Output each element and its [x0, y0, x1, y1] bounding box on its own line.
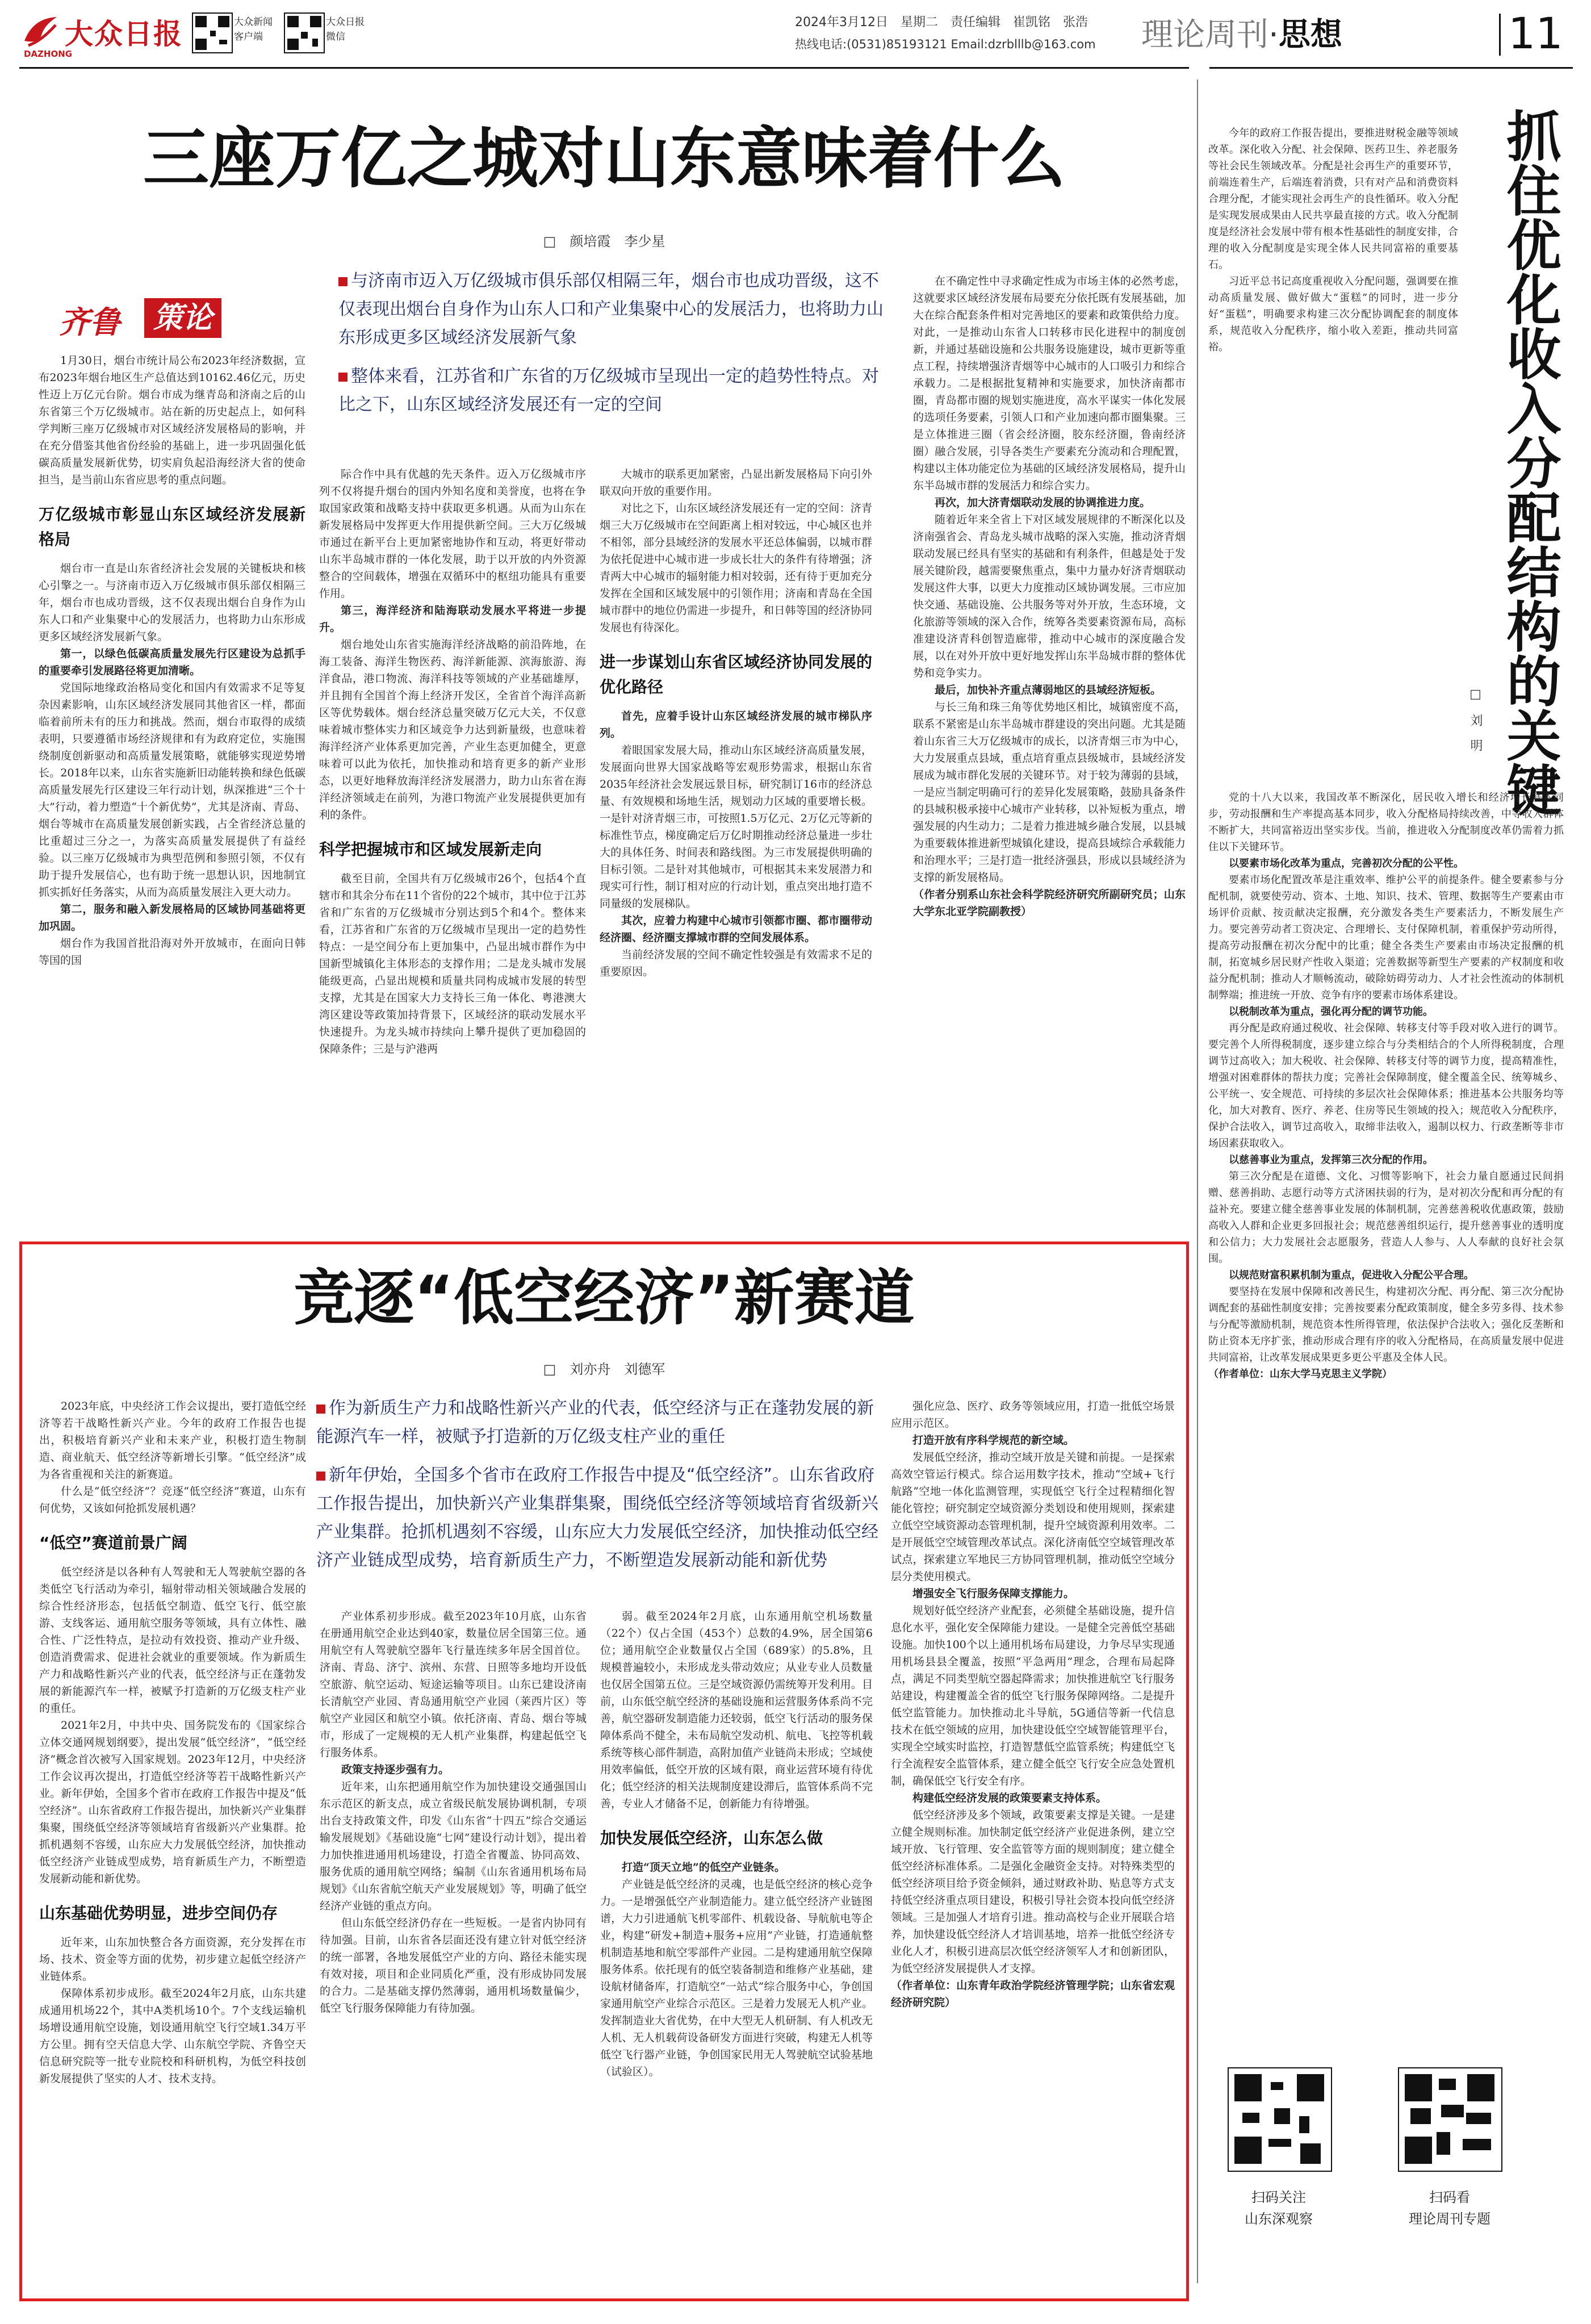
author-note: （作者分别系山东社会科学院经济研究所副研究员；山东大学东北亚学院副教授） [913, 888, 1186, 918]
body-paragraph: 要坚持在发展中保障和改善民生，构建初次分配、再分配、第三次分配协调配套的基础性制度安排；完善按要素分配政策制度，健全多劳多得、技术参与分配等激励机制，规范资本性所得管理，依法保护合法收入；强化反垄断和防止资本无序扩张，推动形成合理有序的收入分配格局，在高质量发展中促进共同富裕，让改革发展成果更多更公平惠及全体人民。 [1208, 1286, 1564, 1364]
newspaper-logo [22, 10, 192, 58]
body-paragraph: 第一，以绿色低碳高质量发展先行区建设为总抓手的重要牵引发展路径将更加清晰。 [39, 647, 305, 677]
body-paragraph: 2023年底，中央经济工作会议提出，要打造低空经济等若干战略性新兴产业。今年的政府工作报告也提出，积极培育新兴产业和未来产业，积极打造生物制造、商业航天、低空经济等新增长引擎。“低空经济”成为各省重视和关注的新赛道。 [39, 1400, 306, 1481]
article-1-col-4 [913, 273, 1186, 1230]
body-paragraph: 习近平总书记高度重视收入分配问题，强调要在推动高质量发展、做好做大“蛋糕”的同时，进一步分好“蛋糕”，明确要求构建三次分配协调配套的制度体系，规范收入分配秩序，缩小收入差距，推动共同富裕。 [1208, 275, 1458, 353]
body-paragraph: 着眼国家发展大局，推动山东区域经济高质量发展，发展面向世界大国家战略等宏观形势需求，根据山东省2035年经济社会发展远景目标，研究制订16市的经济总量、有效规模和场地生活，规划动力区域的重要增长极。一是针对济青烟三市，可按照1.5万亿元、2万亿元等新的标准性节点，梯度确定后万亿时期推动经济总量进一步壮大的具体任务、时间表和路线图。为三市发展提供明确的目标引领。二是针对其他城市，可根据其未来发展潜力和现实可行性，制订相对应的行动计划，重点突出地打造不同量级的发展梯队。 [600, 744, 872, 910]
body-paragraph: 再次，加大济青烟联动发展的协调推进力度。 [935, 496, 1151, 509]
body-paragraph: 最后，加快补齐重点薄弱地区的县域经济短板。 [935, 684, 1162, 696]
page-number: 11 [1508, 8, 1563, 58]
body-paragraph: 政策支持逐步强有力。 [341, 1763, 450, 1776]
body-paragraph: 烟台地处山东省实施海洋经济战略的前沿阵地，在海工装备、海洋生物医药、海洋新能源、滨海旅游、海洋食品，港口物流、海洋科技等领域的产业基础雄厚，并且拥有全国首个海上经济开发区，全省首个海洋高新区等优势载体。烟台经济总量突破万亿元大关，不仅意味着城市整体实力和区域竞争力达到新量级，也意味着海洋经济产业体系更加完善，产业生态更加健全，更意味着可以此为依托，加快推动和培育更多的新产业形态，以更好地释放海洋经济发展潜力，助力山东省在海洋经济领域走在前列，为港口物流产业发展提供更加有利的条件。 [319, 638, 586, 821]
bullet-square-icon [316, 1405, 325, 1414]
section-heading: 进一步谋划山东省区域经济协同发展的优化路径 [600, 653, 872, 696]
body-paragraph: 构建低空经济发展的政策要素支持体系。 [912, 1792, 1107, 1804]
article-1-summary [338, 267, 895, 454]
body-paragraph: 但山东低空经济仍存在一些短板。一是省内协同有待加强。目前，山东省各层面还没有建立针对低空经济的统一部署，各地发展低空产业的方向、路径未能实现有效对接，项目和企业同质化严重，没有形成协同发展的合力。二是基础支撑仍然薄弱，通用机场数量偏少，低空飞行服务保障能力有待加强。 [320, 1917, 587, 2014]
masthead-rule-right [1209, 67, 1573, 69]
section-title [1141, 12, 1342, 58]
article-1-col-1 [39, 352, 305, 1230]
summary-para-1: 作为新质生产力和战略性新兴产业的代表，低空经济与正在蓬勃发展的新能源汽车一样，被赋予打造新的万亿级支柱产业的重任 [316, 1398, 874, 1447]
body-paragraph: 2021年2月，中共中央、国务院发布的《国家综合立体交通网规划纲要》，提出发展“低空经济”，“低空经济”概念首次被写入国家规划。2023年12月，中央经济工作会议再次提出，打造低空经济等若干战略性新兴产业。新年伊始，全国多个省市在政府工作报告中提及“低空经济”。山东省政府工作报告提出，加快新兴产业集群集聚，围绕低空经济等领域培育省级新兴产业集群。抢抓机遇刻不容缓，山东应大力发展低空经济，加快推动低空经济产业链成型成势，培育新质生产力，不断塑造发展新动能和新优势。 [39, 1719, 306, 1885]
article-1-authors: □ 颜培霞 李少星 [543, 233, 665, 249]
body-paragraph: 第三，海洋经济和陆海联动发展水平将进一步提升。 [319, 604, 586, 634]
body-paragraph: 要素市场化配置改革是注重效率、维护公平的前提条件。健全要素参与分配机制，就要使劳动、资本、土地、知识、技术、管理、数据等生产要素由市场评价贡献、按贡献决定报酬，充分激发各类生产要素活力，不断发展生产力。要完善劳动者工资决定、合理增长、支付保障机制，着重保护劳动所得，提高劳动报酬在初次分配中的比重；健全各类生产要素由市场决定报酬的机制，拓宽城乡居民财产性收入渠道；完善数据等新型生产要素的产权制度和收益分配机制；推动人才顺畅流动，破除妨碍劳动力、人才社会性流动的体制机制弊端；推进统一开放、竞争有序的要素市场体系建设。 [1208, 874, 1564, 1001]
column-tag-a: 齐鲁 [59, 304, 120, 340]
article-2-title: 竞逐“低空经济”新赛道 [294, 1263, 915, 1333]
column-tag-b: 策论 [144, 298, 221, 338]
right-column-rule [1197, 80, 1198, 2283]
summary-para-2: 整体来看，江苏省和广东省的万亿级城市呈现出一定的趋势性特点。对比之下，山东区域经济发展还有一定的空间 [338, 366, 879, 415]
body-paragraph: 今年的政府工作报告提出，要推进财税金融等领域改革。深化收入分配、社会保障、医药卫生、养老服务等社会民生领域改革。分配是社会再生产的重要环节，前端连着生产，后端连着消费，只有对产品和消费资料合理分配，才能实现社会再生产的良性循环。收入分配是实现发展成果由人民共享最直接的方式。收入分配制度是经济社会发展中带有根本性基础性的制度安排，合理的收入分配制度是实现全体人民共同富裕的重要基石。 [1208, 127, 1458, 271]
body-paragraph: 随着近年来全省上下对区域发展规律的不断深化以及济南强省会、青岛龙头城市战略的深入实施，推动济青烟联动发展已经具有坚实的基础和有利条件，但越是处于发展关键阶段，越需要聚焦重点，集中力量办好济青烟联动发展这件大事，以更大力度推动区域协调发展。三市应加快交通、基础设施、公共服务等对外开放，生态环境，文化旅游等领域的深入合作，统筹各类要素资源布局，高标准建设济青科创智造廊带，推动中心城市的深度融合发展，以在对外开放中更好地发挥山东半岛城市群的整体优势和竞争实力。 [913, 513, 1186, 679]
logo-text: 大众日报 [65, 17, 183, 51]
body-paragraph: 党的十八大以来，我国改革不断深化，居民收入增长和经济增长基本同步，劳动报酬和生产率提高基本同步，收入分配格局持续改善，中等收入群体不断扩大，共同富裕迈出坚实步伐。当前，推进收入分配制度改革仍需着力抓住以下关键环节。 [1208, 792, 1564, 853]
section-separator: · [1268, 16, 1279, 53]
summary-para-1: 与济南市迈入万亿级城市俱乐部仅相隔三年，烟台市也成功晋级，这不仅表现出烟台自身作为山东人口和产业集聚中心的发展活力，也将助力山东形成更多区域经济发展新气象 [338, 271, 884, 348]
masthead [0, 0, 1591, 68]
article-1-title: 三座万亿之城对山东意味着什么 [143, 120, 1065, 197]
body-paragraph: 当前经济发展的空间不确定性较强是有效需求不足的重要原因。 [600, 948, 872, 978]
column-tag [59, 298, 275, 339]
body-paragraph: 产业体系初步形成。截至2023年10月底，山东省在册通用航空企业达到40家，数量位居全国第三位。通用航空有人驾驶航空器年飞行量连续多年居全国首位。济南、青岛、济宁、滨州、东营、日照等多地均开设低空旅游、航空运动、短途运输等项目。山东已建设济南长清航空产业园、青岛通用航空产业园（莱西片区）等航空产业园区和航空小镇。依托济南、青岛、烟台等城市，形成了一定规模的无人机产业集群，构建起低空飞行服务体系。 [320, 1610, 587, 1759]
body-paragraph: 打造开放有序科学规范的新空域。 [912, 1434, 1075, 1447]
body-paragraph: 低空经济涉及多个领域，政策要素支撑是关键。一是建立健全规则标准。加快制定低空经济产业促进条例，建立空域开放、飞行管理、安全监管等方面的规则制度；建立健全低空经济标准体系。二是强化金融资金支持。对特殊类型的低空经济项目给予资金倾斜，通过财政补助、贴息等方式支持低空经济重点项目建设，积极引导社会资本投向低空经济领域。三是加强人才培育引进。推动高校与企业开展联合培养，加快建设低空经济人才培训基地，培养一批低空经济专业化人才，积极引进高层次低空经济领军人才和创新团队，为低空经济发展提供人才支撑。 [891, 1809, 1175, 1975]
body-paragraph: 烟台市一直是山东省经济社会发展的关键板块和核心引擎之一。与济南市迈入万亿级城市俱乐部仅相隔三年，烟台市也成功晋级，这不仅表现出烟台自身作为山东人口和产业集聚中心的发展活力，也将助力山东形成更多区域经济发展新气象。 [39, 562, 305, 643]
client-qr-label: 大众新闻 客户端 [234, 16, 273, 43]
logo-emblem-icon [22, 12, 61, 52]
section-heading: 科学把握城市和区域发展新走向 [319, 840, 542, 859]
section-heading: 万亿级城市彰显山东区域经济发展新格局 [39, 505, 305, 549]
section-heading: 加快发展低空经济，山东怎么做 [600, 1829, 823, 1848]
body-paragraph: 第三次分配是在道德、文化、习惯等影响下，社会力量自愿通过民间捐赠、慈善捐助、志愿行动等方式济困扶弱的行为，是对初次分配和再分配的有益补充。要建立健全慈善事业发展的体制机制，完善慈善税收优惠政策，鼓励高收入人群和企业更多回报社会；规范慈善组织运行，提升慈善事业的透明度和公信力；大力发展社会志愿服务，营造人人参与、人人奉献的良好社会氛围。 [1208, 1171, 1564, 1265]
bullet-square-icon [338, 277, 347, 286]
body-paragraph: 再分配是政府通过税收、社会保障、转移支付等手段对收入进行的调节。要完善个人所得税制度，逐步建立综合与分类相结合的个人所得税制度，合理调节过高收入；加大税收、社会保障、转移支付等的调节力度，提高精准性，增强对困难群体的帮扶力度；完善社会保障制度，健全覆盖全民、统筹城乡、公平统一、安全规范、可持续的多层次社会保障体系；推进基本公共服务均等化，加大对教育、医疗、养老、住房等民生领域的投入；规范收入分配秩序，保护合法收入，调节过高收入，取缔非法收入，遏制以权力、行政垄断等非市场因素获取收入。 [1208, 1022, 1564, 1150]
date-editor-line: 2024年3月12日 星期二 责任编辑 崔凯铭 张浩 [795, 15, 1088, 30]
section-name: 理论周刊 [1141, 16, 1268, 53]
article-2-summary [316, 1394, 884, 1599]
section-topic: 思想 [1278, 16, 1342, 53]
client-qr-code[interactable] [192, 12, 233, 53]
article-2-col-3 [600, 1608, 873, 2295]
body-paragraph: 弱。截至2024年2月底，山东通用航空机场数量（22个）仅占全国（453个）总数的4.9%，居全国第6位；通用航空企业数量仅占全国（689家）的5.8%，且规模普遍较小，未形成龙头带动效应；从业专业人员数量也仅居全国第五位。三是空域资源仍需统筹开发利用。目前，山东低空航空经济的基础设施和运营服务体系尚不完善，航空器研发制造能力还较弱，低空飞行活动的服务保障体系尚不健全，未布局航空发动机、航电、飞控等机载系统等核心部件制造，高附加值产业链尚未形成；空域使用效率偏低，低空开放的区域有限，商业运营环境有待优化；低空经济的相关法规制度建设滞后，监管体系尚不完善，专业人才储备不足，创新能力有待增强。 [600, 1610, 873, 1810]
body-paragraph: 近年来，山东把通用航空作为加快建设交通强国山东示范区的新支点，成立省级民航发展协调机制，专项出台支持政策文件，印发《山东省“十四五”综合交通运输发展规划》《基础设施“七网”建设行动计划》，提出着力加快推进通用机场建设，打造全省覆盖、协同高效、服务优质的通用航空网络；编制《山东省通用机场布局规划》《山东省航空航天产业发展规划》等，明确了低空经济产业链的重点方向。 [320, 1780, 587, 1912]
body-paragraph: 际合作中具有优越的先天条件。迈入万亿级城市序列不仅将提升烟台的国内外知名度和美誉度，也将在争取国家政策和战略支持中获取更多机遇。从而为山东在新发展格局中发挥更大作用提供新空间。三大万亿级城市通过在新平台上更加紧密地协作和互动，将更好带动山东半岛城市群的一体化发展，助于以开放的内外资源整合的空间载体，增强在双循环中的枢纽功能具有重要作用。 [319, 468, 586, 600]
qr-caption-2: 扫码看 理论周刊专题 [1409, 2189, 1490, 2227]
body-paragraph: 以慈善事业为重点，发挥第三次分配的作用。 [1229, 1154, 1433, 1166]
article-2-authors: □ 刘亦舟 刘德军 [543, 1361, 665, 1377]
article-2-frame [19, 1242, 1189, 2301]
body-paragraph: 规划好低空经济产业配套，必须健全基础设施，提升信息化水平，强化安全保障能力建设。一是健全完善低空基础设施。加快100个以上通用机场布局建设，力争尽早实现通用机场县县全覆盖，按照“平急两用”理念，合理布局起降点，满足不同类型航空器起降需求；加快推进航空飞行服务站建设，构建覆盖全省的低空飞行服务保障网络。二是提升低空监管能力。加快推动北斗导航，5G通信等新一代信息技术在低空领域的应用，加快建设低空空域智能管理平台，实现全空域实时监控，打造智慧低空监管系统；构建低空飞行全流程安全监管体系，建立健全低空飞行安全应急处置机制，确保低空飞行安全有序。 [891, 1604, 1175, 1787]
shandong-observe-qr-code[interactable] [1228, 2067, 1332, 2172]
body-paragraph: 产业链是低空经济的灵魂，也是低空经济的核心竞争力。一是增强低空产业制造能力。建立低空经济产业链图谱，大力引进通航飞机零部件、机载设备、导航航电等企业，构建“研发+制造+服务+应用”产业链，打造通航整机制造基地和航空零部件产业园。二是构建通用航空保障服务体系。依托现有的低空装备制造和维修产业基础，建设航材储备库，打造航空“一站式”综合服务中心，争创国家通用航空产业综合示范区。三是着力发展无人机产业。发挥制造业大省优势，在中大型无人机研制、有人机改无人机、无人机载荷设备研发方面进行突破，构建无人机等低空飞行器产业链，争创国家民用无人驾驶航空试验基地（试验区）。 [600, 1878, 873, 2078]
article-1-col-2 [319, 466, 586, 1230]
summary-para-2: 新年伊始，全国多个省市在政府工作报告中提及“低空经济”。山东省政府工作报告提出，加快新兴产业集群集聚，围绕低空经济等领域培育省级新兴产业集群。抢抓机遇刻不容缓，山东应大力发展低空经济，加快推动低空经济产业链成型成势，培育新质生产力，不断塑造发展新动能和新优势 [316, 1465, 878, 1570]
article-3 [1203, 80, 1575, 2294]
bullet-square-icon [316, 1472, 325, 1481]
body-paragraph: 打造“顶天立地”的低空产业链条。 [622, 1861, 785, 1874]
body-paragraph: 截至目前，全国共有万亿级城市26个，包括4个直辖市和其余分布在11个省份的22个城市，其中位于江苏省和广东省的万亿级城市分别达到5个和4个。整体来看，江苏省和广东省的万亿级城市呈现出一定的趋势性特点：一是空间分布上更加集中，凸显出城市群作为中国新型城镇化主体形态的支撑作用；二是龙头城市发展能级更高，凸显出规模和质量共同构成城市发展的转型支撑，尤其是在国家大力支持长三角一体化、粤港澳大湾区建设等政策加持背景下，区域经济的联动发展水平快速提升。为龙头城市持续向上攀升提供了更加稳固的保障条件；三是与沪港两 [319, 872, 586, 1055]
section-heading: 山东基础优势明显，进步空间仍存 [39, 1904, 278, 1922]
body-paragraph: 党国际地缘政治格局变化和国内有效需求不足等复杂因素影响，山东区域经济发展同其他省区一样，都面临着前所未有的压力和挑战。然而，烟台市取得的成绩表明，只要遵循市场经济规律和有为政府定位，实施围绕制度创新驱动和高质量发展策略，就能够实现逆势增长。2018年以来，山东省实施新旧动能转换和绿色低碳高质量发展先行区建设三年行动计划，纵深推进“三个十大”行动，着力塑造“十个新优势”，尤其是济南、青岛、烟台等城市在高质量发展创新实践，占全省经济总量的比重超过三分之一，为落实高质量发展提供了有益经验。以三座万亿级城市为典型范例和参照引领，不仅有助于提升发展信心，也有助于统一思想认识，因地制宜抓实抓好任务落实，从而为高质量发展注入更大动力。 [39, 682, 305, 898]
body-paragraph: 首先，应着手设计山东区域经济发展的城市梯队序列。 [600, 710, 872, 739]
article-1-col-3 [600, 466, 872, 1230]
article-2-col-4 [891, 1398, 1175, 2295]
body-paragraph: 其次，应着力构建中心城市引领都市圈、都市圈带动经济圈、经济圈支撑城市群的空间发展体系。 [600, 914, 872, 944]
bullet-square-icon [338, 373, 347, 382]
article-2-col-2 [320, 1608, 587, 2295]
body-paragraph: 强化应急、医疗、政务等领域应用，打造一批低空场景应用示范区。 [891, 1400, 1175, 1429]
article-3-title: 抓住优化收入分配结构的关键 [1498, 108, 1561, 817]
wechat-qr-code[interactable] [284, 12, 325, 53]
article-3-lead [1208, 125, 1458, 784]
wechat-qr-label: 大众日报 微信 [326, 16, 365, 43]
body-paragraph: 近年来，山东加快整合各方面资源，充分发挥在市场、技术、资金等方面的优势，初步建立起低空经济产业链体系。 [39, 1936, 306, 1983]
theory-weekly-qr-code[interactable] [1398, 2067, 1502, 2172]
body-paragraph: 在不确定性中寻求确定性成为市场主体的必然考虑，这就要求区域经济发展布局要充分依托既有发展基础，加大在综合配套条件相对完善地区的要素和政策供给力度。对此，一是推动山东省人口转移市民化进程中的制度创新，并通过基础设施和公共服务设施建设，城市更新等重点工程，持续增强济青烟等中心城市的人口吸引力和综合承载力。二是根据批复精神和实施要求，加快济南都市圈，青岛都市圈的规划实施进度，高水平谋实一体化发展的选项任务要素，引领人口和产业加速向都市圈集聚。三是立体推进三圈（省会经济圈，胶东经济圈，鲁南经济圈）融合发展，引导各类生产要素充分流动和合理配置，构建以主体功能定位为基础的区域经济发展格局，提升山东半岛城市群的发展活力和综合实力。 [913, 275, 1186, 492]
masthead-rule [19, 67, 1189, 69]
author-note: （作者单位：山东青年政治学院经济管理学院；山东省宏观经济研究院） [891, 1979, 1175, 2009]
qr-caption-1: 扫码关注 山东深观察 [1245, 2189, 1313, 2227]
body-paragraph: 以规范财富积累机制为重点，促进收入分配公平合理。 [1229, 1269, 1474, 1281]
body-paragraph: 第二，服务和融入新发展格局的区域协同基础将更加巩固。 [39, 903, 305, 933]
body-paragraph: 对比之下，山东区域经济发展还有一定的空间：济青烟三大万亿级城市在空间距离上相对较远，中心城区也并不相邻，部分县域经济的发展水平还总体偏弱，以城市群为依托促进中心城市进一步成长壮大的条件有待增强；济青两大中心城市的辐射能力相对较弱，还有待于更加充分发挥在全国和区域发展中的引领作用；济南和青岛在全国城市群中的地位仍需进一步提升，和日韩等国的经济协同发展也有待深化。 [600, 502, 872, 634]
body-paragraph: 增强安全飞行服务保障支撑能力。 [912, 1587, 1075, 1600]
body-paragraph: 以要素市场化改革为重点，完善初次分配的公平性。 [1229, 858, 1464, 870]
body-paragraph: 1月30日，烟台市统计局公布2023年经济数据，宣布2023年烟台地区生产总值达到10162.46亿元，历史性迈上万亿元台阶。烟台市成为继青岛和济南之后的山东省第三个万亿级城市。站在新的历史起点上，如何科学判断三座万亿级城市对区域经济发展格局的影响，并在充分借鉴其他省份经验的基础上，进一步巩固强化低碳高质量发展新优势，切实肩负起沿海经济大省的使命担当，是当前山东省应思考的重点问题。 [39, 354, 305, 486]
body-paragraph: 大城市的联系更加紧密，凸显出新发展格局下向引外联双向开放的重要作用。 [600, 468, 872, 498]
body-paragraph: 什么是“低空经济”？竞逐“低空经济”赛道，山东有何优势，又该如何抢抓发展机遇？ [39, 1485, 306, 1515]
author-note: （作者单位：山东大学马克思主义学院） [1208, 1368, 1392, 1380]
article-3-authors: □ 刘 明 [1468, 687, 1483, 751]
contact-line: 热线电话:(0531)85193121 Email:dzrblllb@163.com [795, 37, 1096, 51]
body-paragraph: 烟台作为我国首批沿海对外开放城市，在面向日韩等国的国 [39, 937, 305, 967]
page-divider [1499, 14, 1501, 56]
logo-sub: DAZHONG [24, 49, 73, 59]
body-paragraph: 低空经济是以各种有人驾驶和无人驾驶航空器的各类低空飞行活动为牵引，辐射带动相关领域融合发展的综合性经济形态，包括低空制造、低空飞行、低空旅游、支线客运、通用航空服务等领域，具有立体性、融合性、广泛性特点，是拉动有效投资、推动产业升级、创造消费需求、促进社会就业的重要领域。作为新质生产力和战略性新兴产业的代表，低空经济与正在蓬勃发展的新能源汽车一样，被赋予打造新的万亿级支柱产业的重任。 [39, 1566, 306, 1715]
article-3-body [1208, 789, 1564, 2062]
article-2-col-1 [39, 1398, 306, 2295]
article-1 [19, 80, 1189, 1231]
section-heading: “低空”赛道前景广阔 [39, 1533, 187, 1552]
body-paragraph: 以税制改革为重点，强化再分配的调节功能。 [1229, 1006, 1433, 1018]
body-paragraph: 发展低空经济，推动空域开放是关键和前提。一是探索高效空管运行模式。综合运用数字技术，推动“空域+飞行航路”空地一体化监测管理，实现低空飞行全过程精细化智能化管控；研究制定空域资源分类划设和使用规则，探索建立低空空域资源动态管理机制，提升空域资源利用效率。二是开展低空空域管理改革试点。深化济南低空空域管理改革试点，探索建立军地民三方协同管理机制，推动低空空域分层分类使用模式。 [891, 1451, 1175, 1583]
body-paragraph: 保障体系初步成形。截至2024年2月底，山东共建成通用机场22个，其中A类机场10个。7个支线运输机场增设通用航空设施，划设通用航空飞行空域1.34万平方公里。拥有空天信息大学、山东航空学院、齐鲁空天信息研究院等一批专业院校和科研机构，为低空科技创新发展提供了坚实的人才、技术支持。 [39, 1987, 306, 2085]
body-paragraph: 与长三角和珠三角等优势地区相比，城镇密度不高，联系不紧密是山东半岛城市群建设的突出问题。尤其是随着山东省三大万亿级城市的成长，以济青烟三市为中心，大力发展重点县域，重点培育重点县级城市，县域经济发展成为城市群化发展的关键环节。对于较为薄弱的县域，一是应当制定明确可行的差异化发展策略，鼓励具备条件的县城积极承接中心城市产业转移，以补短板为重点，增强发展的内生动力；二是着力推进城乡融合发展，以县城为重要载体推进新型城镇化建设，提高县域综合承载能力和治理水平；三是打造一批经济强县，形成以县域经济为支撑的新发展格局。 [913, 701, 1186, 884]
